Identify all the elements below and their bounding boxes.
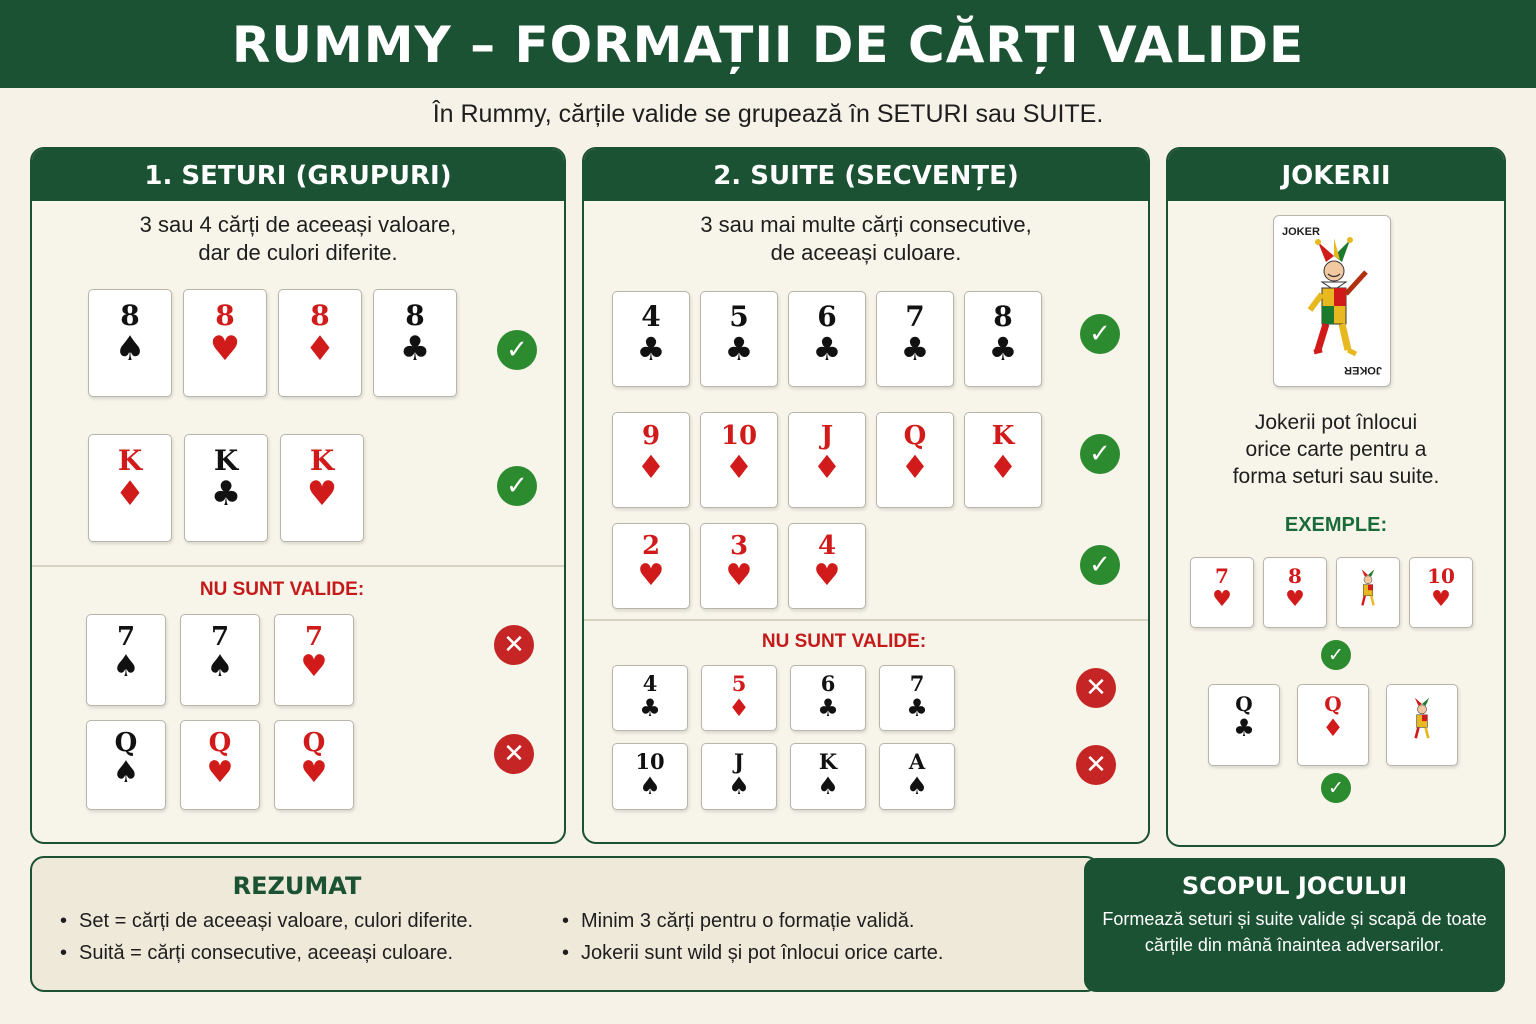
card-rank: 8 bbox=[405, 299, 425, 332]
diamond-suit-icon: ♦ bbox=[114, 474, 146, 514]
spade-suit-icon: ♠ bbox=[639, 771, 661, 800]
valid-check-icon: ✓ bbox=[1080, 314, 1120, 354]
joker-card bbox=[1386, 684, 1458, 766]
game-goal-text: Formează seturi și suite valide și scapă de toate cărțile din mână înaintea adversarilor. bbox=[1102, 909, 1487, 955]
card-rank: K bbox=[991, 421, 1015, 451]
playing-card bbox=[184, 434, 268, 542]
sets-invalid-label: NU SUNT VALIDE: bbox=[199, 579, 365, 600]
card-rank: 7 bbox=[304, 622, 324, 652]
heart-suit-icon: ♥ bbox=[813, 558, 841, 593]
diamond-suit-icon: ♦ bbox=[900, 448, 930, 486]
card-rank: 2 bbox=[641, 531, 661, 561]
card-rank: Q bbox=[114, 728, 138, 758]
spade-suit-icon: ♠ bbox=[817, 771, 839, 800]
jester-icon bbox=[1404, 695, 1440, 742]
heart-suit-icon: ♥ bbox=[1212, 586, 1232, 612]
sets-description bbox=[32, 211, 564, 267]
card-rank: 4 bbox=[642, 671, 658, 696]
runs-description bbox=[584, 211, 1148, 267]
playing-card bbox=[86, 614, 166, 706]
heart-suit-icon: ♥ bbox=[725, 558, 753, 593]
jokers-text-line1: Jokerii pot înlocui bbox=[1254, 411, 1418, 434]
card-rank: 6 bbox=[820, 671, 836, 696]
playing-card bbox=[88, 434, 172, 542]
diamond-suit-icon: ♦ bbox=[728, 693, 750, 722]
playing-card bbox=[700, 291, 778, 387]
card-rank: 8 bbox=[993, 300, 1013, 333]
jester-icon bbox=[1352, 567, 1384, 609]
playing-card bbox=[612, 291, 690, 387]
playing-card bbox=[790, 743, 866, 810]
playing-card bbox=[274, 614, 354, 706]
diamond-suit-icon: ♦ bbox=[812, 448, 842, 486]
card-rank: 8 bbox=[1288, 564, 1302, 588]
club-suit-icon: ♣ bbox=[817, 693, 839, 722]
card-rank: 4 bbox=[817, 531, 837, 561]
card-rank: J bbox=[734, 749, 744, 774]
card-rank: 7 bbox=[1215, 564, 1229, 588]
valid-check-icon: ✓ bbox=[1080, 434, 1120, 474]
spade-suit-icon: ♠ bbox=[728, 771, 750, 800]
card-rank: 7 bbox=[909, 671, 925, 696]
summary-box bbox=[30, 856, 1100, 992]
runs-divider bbox=[584, 619, 1150, 621]
jokers-heading: JOKERII bbox=[1168, 149, 1504, 201]
diamond-suit-icon: ♦ bbox=[636, 448, 666, 486]
playing-card bbox=[879, 743, 955, 810]
runs-desc-line2: de aceeași culoare. bbox=[770, 240, 962, 265]
runs-heading: 2. SUITE (SECVENȚE) bbox=[584, 149, 1148, 201]
club-suit-icon: ♣ bbox=[636, 330, 666, 368]
summary-bullet-4: • Jokerii sunt wild și pot înlocui orice carte. bbox=[562, 942, 943, 965]
playing-card bbox=[1190, 557, 1254, 628]
playing-card bbox=[1297, 684, 1369, 766]
heart-suit-icon: ♥ bbox=[637, 558, 665, 593]
runs-desc-line1: 3 sau mai multe cărți consecutive, bbox=[700, 212, 1032, 237]
playing-card bbox=[879, 665, 955, 731]
spade-suit-icon: ♠ bbox=[114, 329, 146, 369]
card-rank: 10 bbox=[720, 421, 758, 451]
card-rank: 8 bbox=[215, 299, 235, 332]
club-suit-icon: ♣ bbox=[900, 330, 930, 368]
joker-card bbox=[1336, 557, 1400, 628]
valid-check-icon: ✓ bbox=[497, 330, 537, 370]
playing-card bbox=[1263, 557, 1327, 628]
playing-card bbox=[278, 289, 362, 397]
playing-card bbox=[180, 614, 260, 706]
heart-suit-icon: ♥ bbox=[1285, 586, 1305, 612]
card-rank: Q bbox=[1235, 692, 1253, 716]
card-rank: 3 bbox=[729, 531, 749, 561]
playing-card bbox=[274, 720, 354, 810]
playing-card bbox=[788, 412, 866, 508]
joker-card-label-bottom: JOKER bbox=[1344, 364, 1382, 376]
valid-check-icon: ✓ bbox=[1321, 773, 1351, 803]
spade-suit-icon: ♠ bbox=[112, 649, 140, 684]
jokers-text-line2: orice carte pentru a bbox=[1245, 438, 1427, 461]
spade-suit-icon: ♠ bbox=[906, 771, 928, 800]
club-suit-icon: ♣ bbox=[812, 330, 842, 368]
diamond-suit-icon: ♦ bbox=[304, 329, 336, 369]
card-rank: K bbox=[818, 749, 838, 774]
playing-card bbox=[876, 412, 954, 508]
playing-card bbox=[788, 291, 866, 387]
valid-check-icon: ✓ bbox=[1080, 545, 1120, 585]
spade-suit-icon: ♠ bbox=[112, 755, 140, 790]
valid-check-icon: ✓ bbox=[497, 466, 537, 506]
card-rank: 5 bbox=[731, 671, 747, 696]
club-suit-icon: ♣ bbox=[906, 693, 928, 722]
playing-card bbox=[612, 665, 688, 731]
jokers-text-line3: forma seturi sau suite. bbox=[1232, 465, 1440, 488]
playing-card bbox=[876, 291, 954, 387]
club-suit-icon: ♣ bbox=[639, 693, 661, 722]
playing-card bbox=[964, 412, 1042, 508]
game-goal-box bbox=[1084, 858, 1505, 992]
club-suit-icon: ♣ bbox=[724, 330, 754, 368]
card-rank: A bbox=[908, 749, 926, 774]
game-goal-title: SCOPUL JOCULUI bbox=[1181, 872, 1408, 900]
examples-label: EXEMPLE: bbox=[1284, 514, 1388, 536]
heart-suit-icon: ♥ bbox=[300, 649, 328, 684]
playing-card bbox=[701, 665, 777, 731]
jokers-description bbox=[1168, 409, 1504, 490]
sets-desc-line1: 3 sau 4 cărți de aceeași valoare, bbox=[139, 212, 457, 237]
summary-title: REZUMAT bbox=[232, 872, 362, 900]
playing-card bbox=[183, 289, 267, 397]
valid-check-icon: ✓ bbox=[1321, 640, 1351, 670]
playing-card bbox=[88, 289, 172, 397]
card-rank: Q bbox=[903, 421, 927, 451]
runs-invalid-label: NU SUNT VALIDE: bbox=[761, 631, 927, 652]
invalid-x-icon: ✕ bbox=[1076, 668, 1116, 708]
invalid-x-icon: ✕ bbox=[1076, 745, 1116, 785]
card-rank: K bbox=[213, 444, 239, 477]
card-rank: 7 bbox=[116, 622, 136, 652]
spade-suit-icon: ♠ bbox=[206, 649, 234, 684]
heart-suit-icon: ♥ bbox=[306, 474, 338, 514]
card-rank: 7 bbox=[905, 300, 925, 333]
sets-heading: 1. SETURI (GRUPURI) bbox=[32, 149, 564, 201]
club-suit-icon: ♣ bbox=[210, 474, 242, 514]
playing-card bbox=[86, 720, 166, 810]
summary-bullet-2: • Suită = cărți consecutive, aceeași culoare. bbox=[60, 942, 453, 965]
card-rank: 5 bbox=[729, 300, 749, 333]
card-rank: 8 bbox=[310, 299, 330, 332]
playing-card bbox=[788, 523, 866, 609]
card-rank: 7 bbox=[210, 622, 230, 652]
card-rank: 10 bbox=[1427, 564, 1455, 588]
card-rank: K bbox=[117, 444, 143, 477]
playing-card bbox=[700, 412, 778, 508]
card-rank: K bbox=[309, 444, 335, 477]
invalid-x-icon: ✕ bbox=[494, 625, 534, 665]
card-rank: Q bbox=[302, 728, 326, 758]
playing-card bbox=[790, 665, 866, 731]
card-rank: J bbox=[820, 421, 834, 451]
heart-suit-icon: ♥ bbox=[1431, 586, 1451, 612]
diamond-suit-icon: ♦ bbox=[1322, 713, 1344, 742]
playing-card bbox=[612, 743, 688, 810]
card-rank: 9 bbox=[641, 421, 661, 451]
playing-card bbox=[373, 289, 457, 397]
sets-divider bbox=[32, 565, 566, 567]
playing-card bbox=[964, 291, 1042, 387]
invalid-x-icon: ✕ bbox=[494, 734, 534, 774]
playing-card bbox=[701, 743, 777, 810]
heart-suit-icon: ♥ bbox=[300, 755, 328, 790]
joker-card-large bbox=[1273, 215, 1391, 387]
card-rank: Q bbox=[1324, 692, 1342, 716]
card-rank: 10 bbox=[635, 749, 665, 774]
card-rank: 4 bbox=[641, 300, 661, 333]
playing-card bbox=[1409, 557, 1473, 628]
summary-bullet-3: • Minim 3 cărți pentru o formație validă. bbox=[562, 910, 914, 933]
playing-card bbox=[700, 523, 778, 609]
sets-desc-line2: dar de culori diferite. bbox=[198, 240, 398, 265]
joker-card-label-top: JOKER bbox=[1282, 226, 1320, 238]
club-suit-icon: ♣ bbox=[1233, 713, 1255, 742]
intro-text: În Rummy, cărțile valide se grupează în SETURI sau SUITE. bbox=[432, 100, 1104, 128]
playing-card bbox=[612, 412, 690, 508]
diamond-suit-icon: ♦ bbox=[988, 448, 1018, 486]
card-rank: 8 bbox=[120, 299, 140, 332]
playing-card bbox=[612, 523, 690, 609]
card-rank: Q bbox=[208, 728, 232, 758]
playing-card bbox=[280, 434, 364, 542]
page-title: RUMMY – FORMAȚII DE CĂRȚI VALIDE bbox=[0, 0, 1536, 88]
club-suit-icon: ♣ bbox=[399, 329, 431, 369]
playing-card bbox=[1208, 684, 1280, 766]
diamond-suit-icon: ♦ bbox=[724, 448, 754, 486]
heart-suit-icon: ♥ bbox=[206, 755, 234, 790]
card-rank: 6 bbox=[817, 300, 837, 333]
heart-suit-icon: ♥ bbox=[209, 329, 241, 369]
club-suit-icon: ♣ bbox=[988, 330, 1018, 368]
summary-bullet-1: • Set = cărți de aceeași valoare, culori diferite. bbox=[60, 910, 473, 933]
playing-card bbox=[180, 720, 260, 810]
